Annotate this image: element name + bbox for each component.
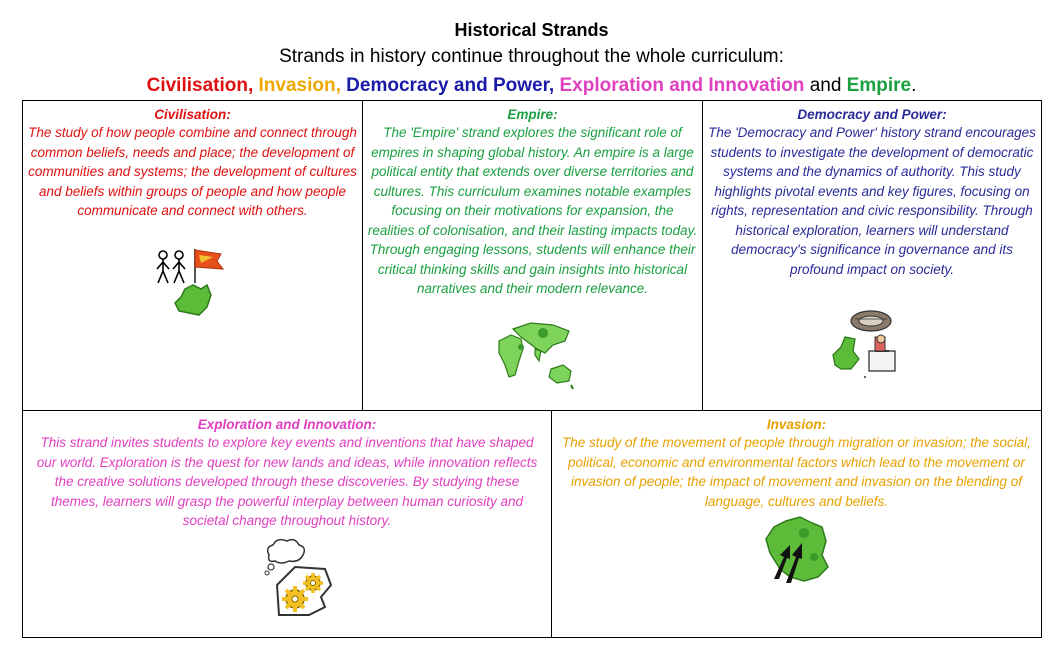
world-map-icon (491, 319, 587, 391)
strand-civilisation: Civilisation, (146, 75, 254, 96)
civilisation-text: The study of how people combine and connect through common beliefs, needs and place; the development of communities and systems; the development of cultures and beliefs within groups of people and how people communicate and connect with others. (28, 125, 357, 218)
civilisation-heading: Civilisation: (154, 107, 231, 122)
strand-and: and (809, 75, 842, 96)
empire-cell (362, 100, 703, 411)
democracy-cell (702, 100, 1042, 411)
democracy-heading: Democracy and Power: (797, 107, 947, 122)
page-subtitle: Strands in history continue throughout the whole curriculum: (279, 46, 784, 67)
civilisation-cell (22, 100, 363, 411)
democracy-text: The 'Democracy and Power' history strand encourages students to investigate the development of democratic systems and the dynamics of authority. This study highlights pivotal events and key figures, focusing on rights, representation and civic responsibility. Through historical exploration, learners will understand democracy's significance in governance and its profound impact on society. (708, 125, 1036, 277)
strand-period: . (911, 75, 917, 96)
strand-democracy: Democracy and Power, (346, 75, 555, 96)
invasion-text: The study of the movement of people through migration or invasion; the social, political, economic and environmental factors which lead to the movement or invasion of people; the impact of movement and invasion on the blending of language, cultures and beliefs. (561, 435, 1031, 509)
empire-text: The 'Empire' strand explores the significant role of empires in shaping global history. An empire is a large political entity that extends over diverse territories and cultures. This curriculum examines notable examples focusing on their motivations for expansion, the realities of colonisation, and their lasting impacts today. Through engaging lessons, students will enhance their critical thinking skills and gain insights into historical narratives and their modern relevance. (367, 125, 698, 296)
invasion-cell (551, 410, 1042, 638)
exploration-cell (22, 410, 552, 638)
strand-invasion: Invasion, (258, 75, 341, 96)
strand-empire: Empire (846, 75, 912, 96)
invasion-heading: Invasion: (766, 417, 827, 432)
people-flag-map-icon (151, 245, 231, 317)
page-title: Historical Strands (454, 20, 609, 40)
parliament-vote-icon (829, 307, 903, 379)
exploration-heading: Exploration and Innovation: (197, 417, 377, 432)
thinking-gears-icon (259, 535, 343, 619)
strand-list (0, 75, 1063, 97)
invasion-arrows-icon (760, 513, 834, 585)
exploration-text: This strand invites students to explore key events and inventions that have shaped our world. Exploration is the quest for new lands and ideas, while innovation reflects the creative solutions developed through these discoveries. By studying these themes, learners will grasp the powerful interplay between human curiosity and societal change throughout history. (36, 435, 538, 528)
empire-heading: Empire: (507, 107, 558, 122)
strand-exploration: Exploration and Innovation (559, 75, 805, 96)
strands-grid (22, 100, 1042, 638)
